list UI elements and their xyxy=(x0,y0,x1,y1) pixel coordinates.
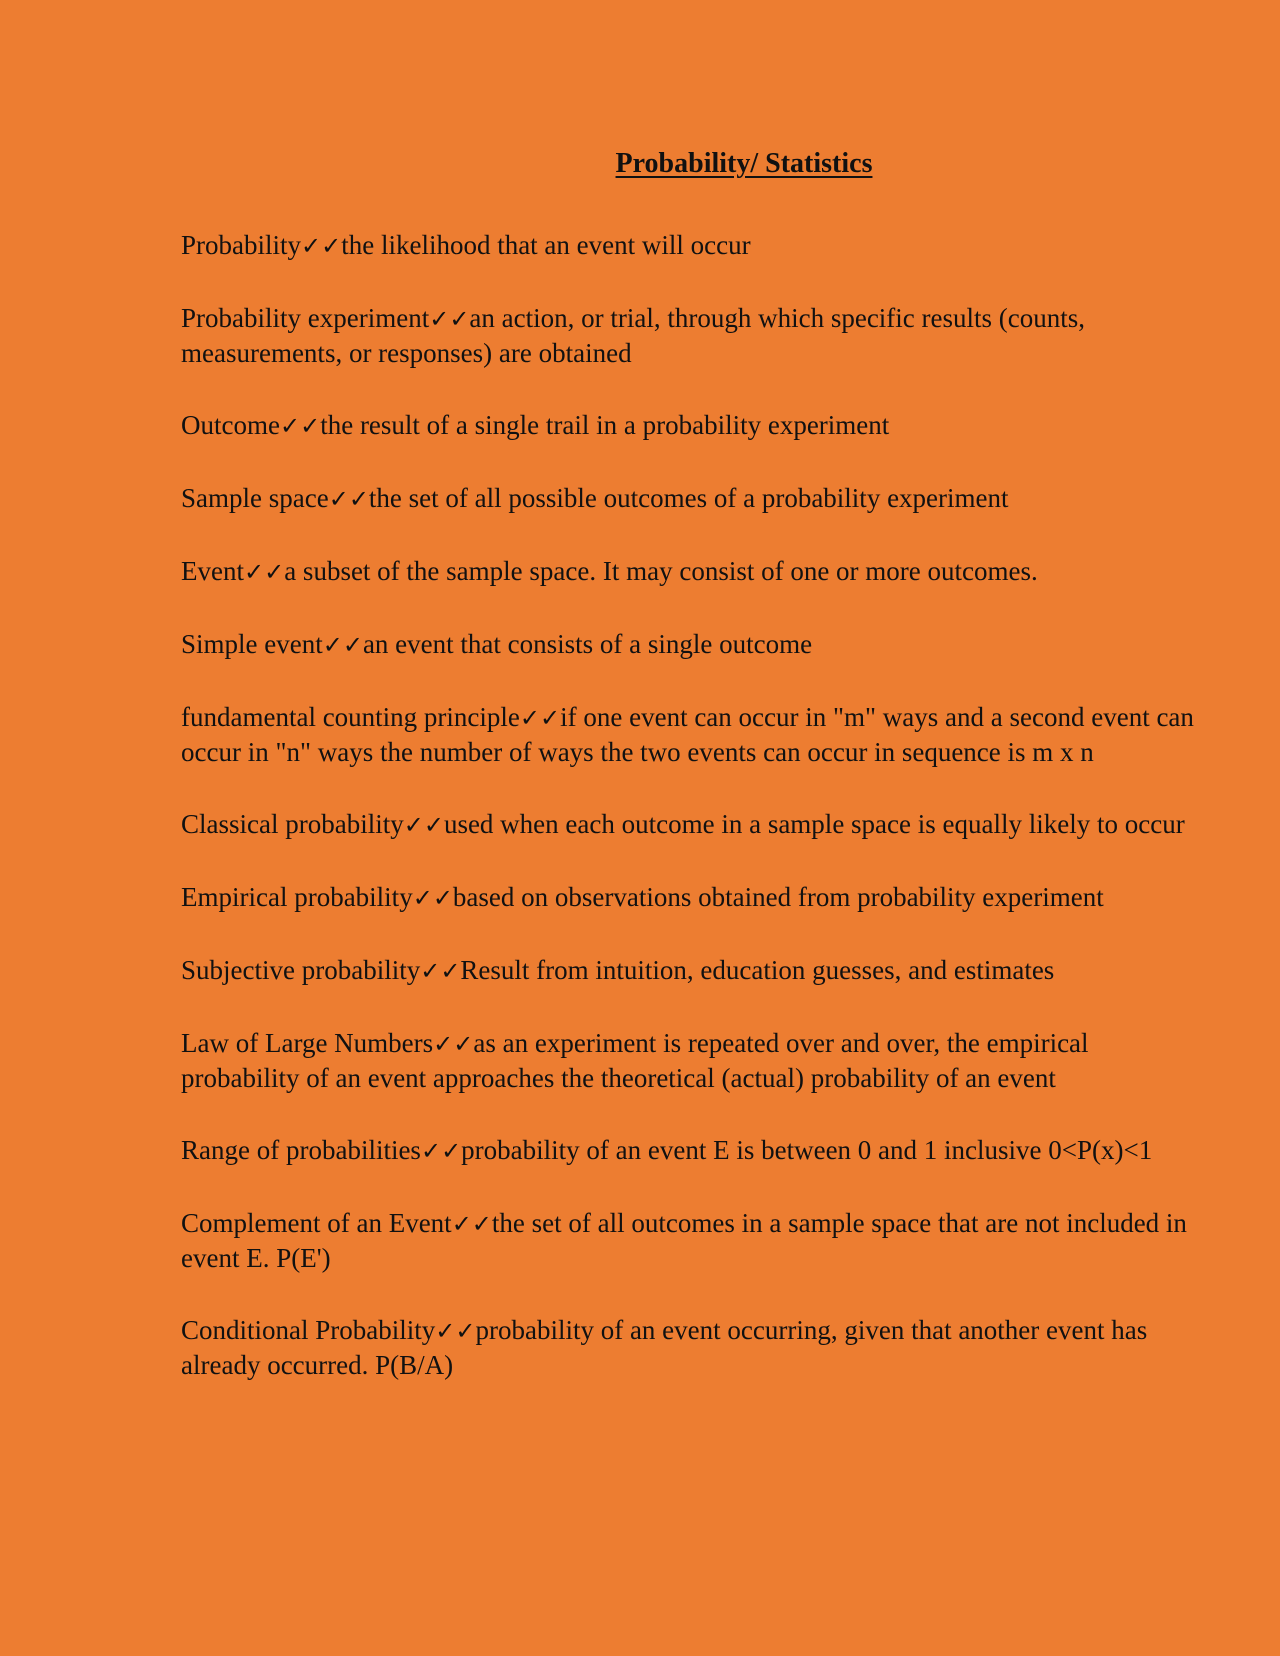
term-item xyxy=(181,554,1211,589)
double-check-icon: ✓✓ xyxy=(328,485,369,513)
term-list xyxy=(181,228,1220,1382)
term-item xyxy=(181,1206,1211,1275)
double-check-icon: ✓✓ xyxy=(412,884,453,912)
term-name: Complement of an Event xyxy=(181,1208,452,1238)
double-check-icon: ✓✓ xyxy=(301,232,342,260)
term-item xyxy=(181,953,1211,988)
term-name: Simple event xyxy=(181,629,323,659)
term-item xyxy=(181,1026,1211,1095)
term-definition: the set of all possible outcomes of a probability experiment xyxy=(368,483,1009,513)
term-item xyxy=(181,700,1211,769)
term-name: Conditional Probability xyxy=(181,1315,436,1345)
double-check-icon: ✓✓ xyxy=(429,305,470,333)
term-name: Law of Large Numbers xyxy=(181,1028,434,1058)
term-name: Event xyxy=(181,556,244,586)
term-item xyxy=(181,301,1211,370)
term-definition: an action, or trial, through which specific results (counts, measurements, or responses) are obtained xyxy=(181,303,1086,368)
double-check-icon: ✓✓ xyxy=(403,811,444,839)
term-definition: the set of all outcomes in a sample space that are not included in event E. P(E') xyxy=(181,1208,1187,1273)
term-name: Probability xyxy=(181,230,301,260)
double-check-icon: ✓✓ xyxy=(451,1210,492,1238)
double-check-icon: ✓✓ xyxy=(519,704,561,732)
term-name: Range of probabilities xyxy=(181,1135,421,1165)
term-item xyxy=(181,228,1211,263)
term-definition: an event that consists of a single outcome xyxy=(362,629,813,659)
term-definition: based on observations obtained from probability experiment xyxy=(452,882,1104,912)
double-check-icon: ✓✓ xyxy=(279,412,321,440)
term-name: Empirical probability xyxy=(181,882,413,912)
term-definition: as an experiment is repeated over and over, the empirical probability of an event approaches the theoretical (actual) probability of an event xyxy=(181,1028,1089,1093)
double-check-icon: ✓✓ xyxy=(420,1137,462,1165)
term-definition: the result of a single trail in a probability experiment xyxy=(320,410,890,440)
term-definition: used when each outcome in a sample space is equally likely to occur xyxy=(443,809,1185,839)
term-name: Probability experiment xyxy=(181,303,430,333)
term-name: Sample space xyxy=(181,483,329,513)
double-check-icon: ✓✓ xyxy=(433,1030,474,1058)
term-item xyxy=(181,481,1211,516)
double-check-icon: ✓✓ xyxy=(435,1317,476,1345)
term-definition: the likelihood that an event will occur xyxy=(341,230,751,260)
term-name: Outcome xyxy=(181,410,280,440)
term-item xyxy=(181,807,1211,842)
term-definition: probability of an event E is between 0 and 1 inclusive 0<P(x)<1 xyxy=(461,1135,1153,1165)
term-definition: Result from intuition, education guesses, and estimates xyxy=(460,955,1055,985)
term-item xyxy=(181,1133,1211,1168)
term-definition: if one event can occur in "m" ways and a second event can occur in "n" ways the number of ways the two events can occur in sequence is m x n xyxy=(181,702,1194,767)
term-item xyxy=(181,1313,1211,1382)
term-item xyxy=(181,408,1211,443)
double-check-icon: ✓✓ xyxy=(420,957,461,985)
term-name: Classical probability xyxy=(181,809,404,839)
term-item xyxy=(181,627,1211,662)
term-name: fundamental counting principle xyxy=(181,702,520,732)
double-check-icon: ✓✓ xyxy=(322,631,363,659)
double-check-icon: ✓✓ xyxy=(243,558,285,586)
term-name: Subjective probability xyxy=(181,955,421,985)
page-title: Probability/ Statistics xyxy=(615,148,873,179)
term-item xyxy=(181,880,1211,915)
term-definition: probability of an event occurring, given that another event has already occurred. P(B/A) xyxy=(181,1315,1148,1380)
term-definition: a subset of the sample space. It may consist of one or more outcomes. xyxy=(284,556,1038,586)
